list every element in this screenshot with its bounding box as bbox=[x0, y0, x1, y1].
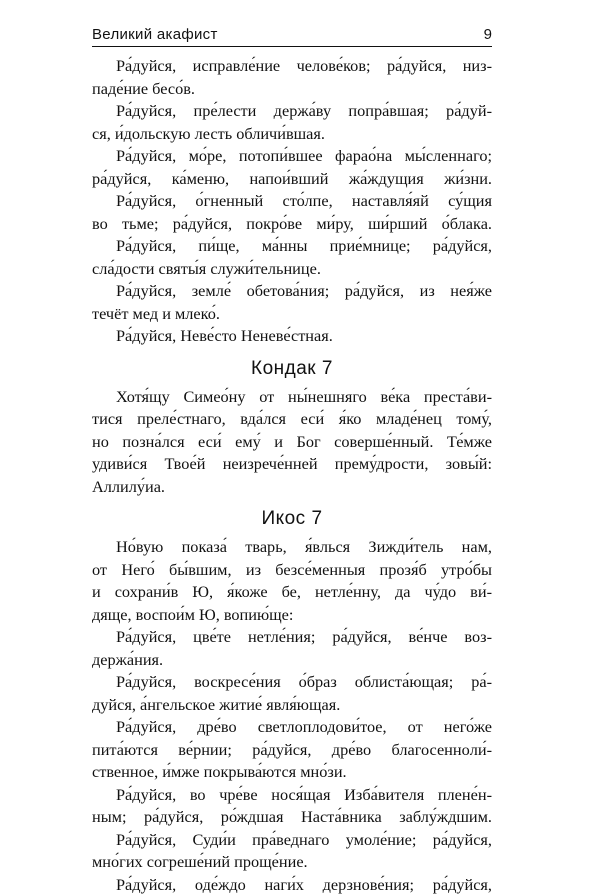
text-line: паде́ние бесо́в. bbox=[92, 78, 492, 101]
text-line: Ра́дуйся, Неве́сто Неневе́стная. bbox=[92, 325, 492, 348]
text-line: дуйся, а́нгельское житие́ явля́ющая. bbox=[92, 694, 492, 717]
text-line: Ра́дуйся, исправле́ние челове́ков; ра́дуйся, низ- bbox=[92, 55, 492, 78]
header-title: Великий акафист bbox=[92, 26, 218, 43]
text-line: Аллилу́иа. bbox=[92, 476, 492, 499]
text-line: Ра́дуйся, Суди́и пра́веднаго умоле́ние; ра́дуйся, bbox=[92, 829, 492, 852]
text-line: ра́дуйся, ка́меню, напои́вший жа́ждущия жи́зни. bbox=[92, 168, 492, 191]
text-line: Ра́дуйся, земле́ обетова́ния; ра́дуйся, из нея́же bbox=[92, 280, 492, 303]
text-line: Ра́дуйся, во чре́ве нося́щая Изба́вителя плене́н- bbox=[92, 784, 492, 807]
text-line: Хотя́щу Симео́ну от ны́нешняго ве́ка преста́ви- bbox=[92, 386, 492, 409]
text-line: ся, и́дольскую лесть обличи́вшая. bbox=[92, 123, 492, 146]
text-line: Ра́дуйся, оде́ждо наги́х дерзнове́ния; ра́дуйся, bbox=[92, 874, 492, 896]
text-line: Ра́дуйся, цве́те нетле́ния; ра́дуйся, ве́нче воз- bbox=[92, 626, 492, 649]
text-line: Ра́дуйся, пи́ще, ма́нны прие́мнице; ра́дуйся, bbox=[92, 235, 492, 258]
text-line: и сохрани́в Ю, я́коже бе, нетле́нну, да чу́до ви́- bbox=[92, 581, 492, 604]
text-line: держа́ния. bbox=[92, 649, 492, 672]
text-line: пита́ются ве́рнии; ра́дуйся, дре́во благосеннoли́- bbox=[92, 739, 492, 762]
text-line: Ра́дуйся, мо́ре, потопи́вшее фарао́на мы́сленнаго; bbox=[92, 145, 492, 168]
text-line: Но́вую показа́ тварь, я́влься Зижди́тель нам, bbox=[92, 536, 492, 559]
section-kondak-7 bbox=[92, 386, 492, 499]
text-line: Ра́дуйся, о́гненный сто́лпе, наставля́яй су́щия bbox=[92, 190, 492, 213]
page-number: 9 bbox=[484, 26, 492, 43]
text-line: тися преле́стнаго, вда́лся еси́ я́ко младе́нец тому́, bbox=[92, 408, 492, 431]
section-ikos-7 bbox=[92, 536, 492, 896]
text-line: мно́гих согреше́ний проще́ние. bbox=[92, 851, 492, 874]
text-line: дяще, воспои́м Ю, вопию́ще: bbox=[92, 604, 492, 627]
text-line: Ра́дуйся, воскресе́ния о́браз облиста́ющая; ра́- bbox=[92, 671, 492, 694]
text-line: Ра́дуйся, дре́во светлоплодови́тое, от него́же bbox=[92, 716, 492, 739]
running-header bbox=[92, 26, 492, 48]
text-line: сла́дости святы́я служи́тельнице. bbox=[92, 258, 492, 281]
kondak-heading: Кондак 7 bbox=[92, 356, 492, 382]
ikos-heading: Икос 7 bbox=[92, 506, 492, 532]
text-line: но позна́лся еси́ ему́ и Бог соверше́нный. Те́мже bbox=[92, 431, 492, 454]
text-line: удиви́ся Твое́й неизрече́нней прему́дрости, зовы́й: bbox=[92, 453, 492, 476]
text-line: течёт мед и млеко́. bbox=[92, 303, 492, 326]
section-ikos-6-continuation bbox=[92, 55, 492, 348]
text-line: во тьме; ра́дуйся, покро́ве ми́ру, ши́рший о́блака. bbox=[92, 213, 492, 236]
text-line: ным; ра́дуйся, ро́ждшая Наста́вника заблу́ждшим. bbox=[92, 806, 492, 829]
text-line: Ра́дуйся, пре́лести держа́ву попра́вшая; ра́дуй- bbox=[92, 100, 492, 123]
text-body bbox=[92, 55, 492, 896]
text-line: от Него́ бы́вшим, из безсе́менныя прозя́б утро́бы bbox=[92, 559, 492, 582]
text-line: ственное, и́мже покрыва́ются мно́зи. bbox=[92, 761, 492, 784]
header-rule bbox=[92, 46, 492, 47]
